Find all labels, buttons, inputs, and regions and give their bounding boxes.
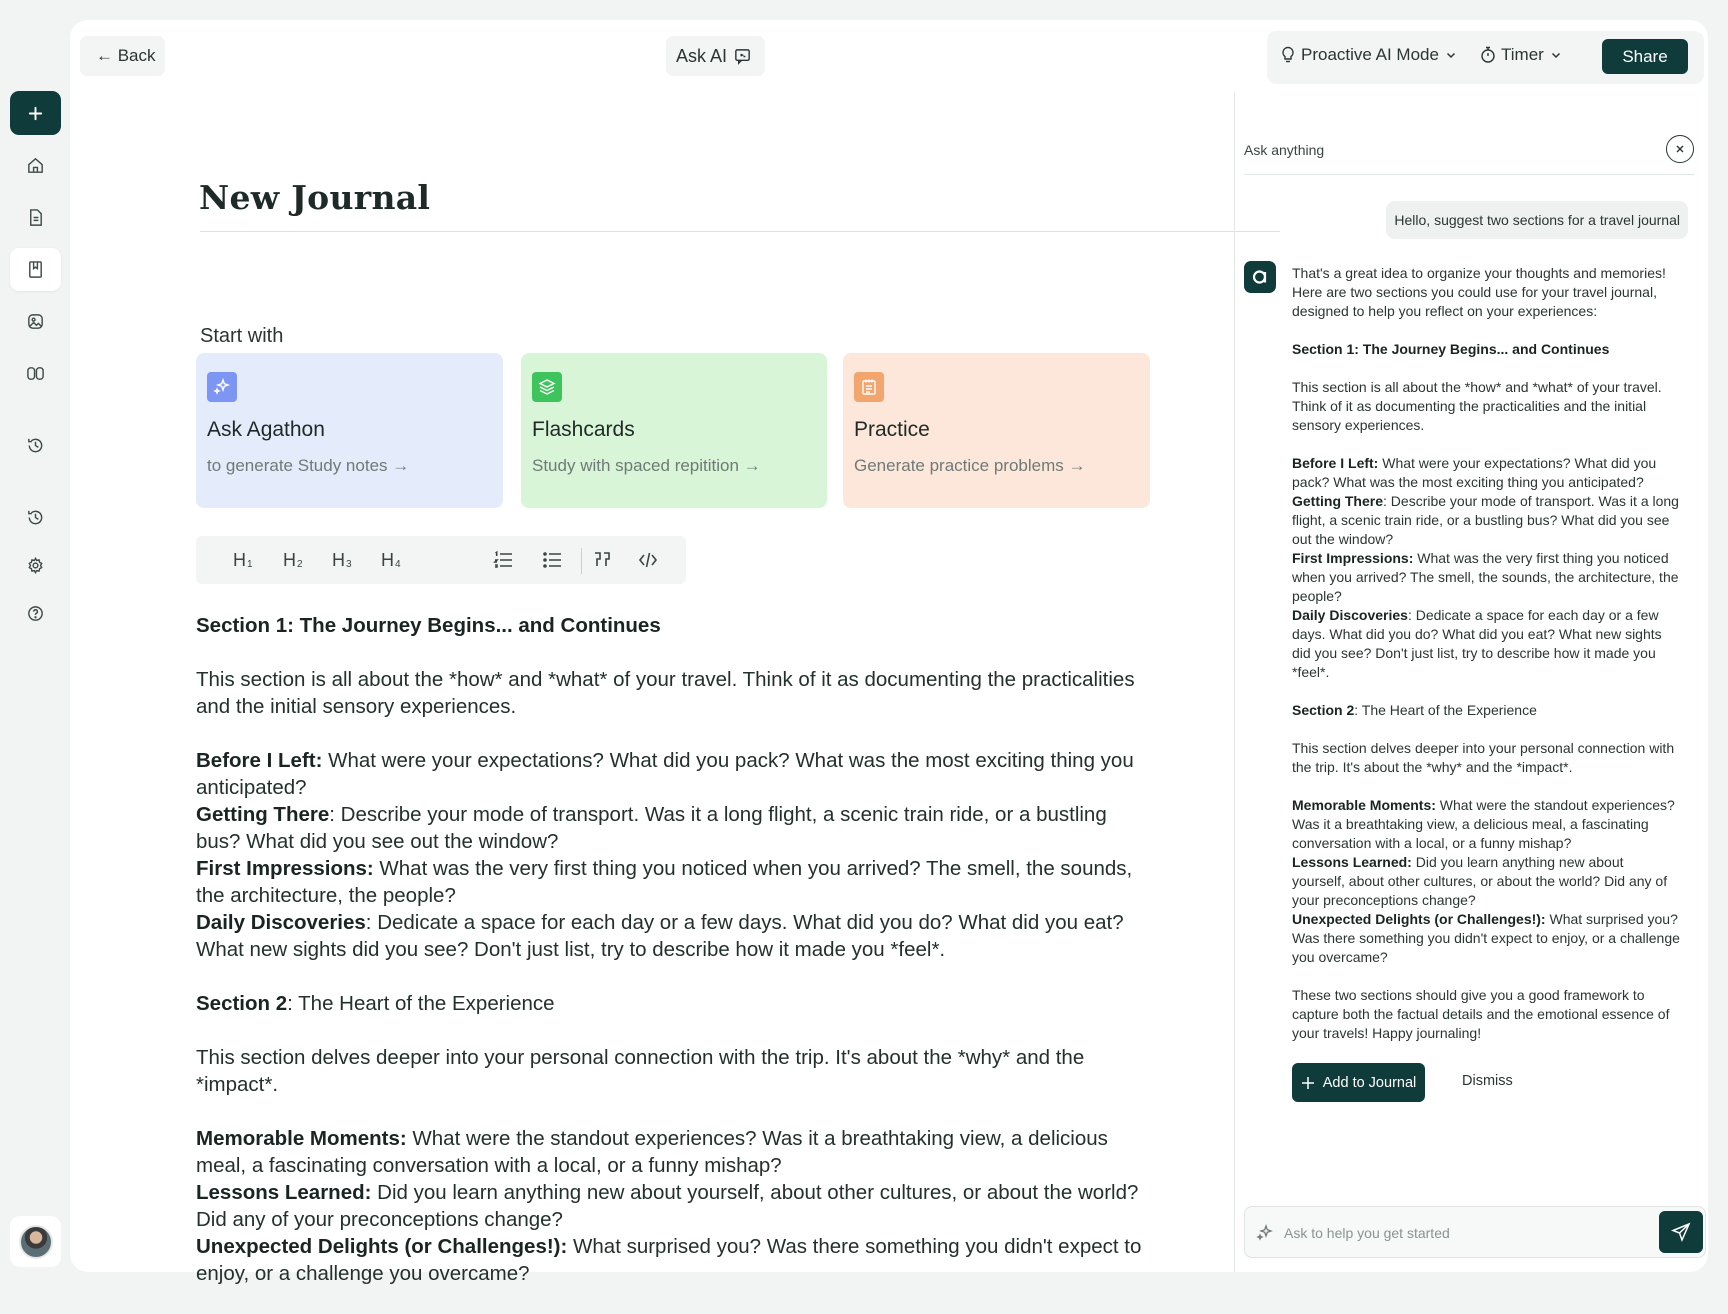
proactive-ai-mode-dropdown[interactable]: [1280, 45, 1458, 65]
timer-label: Timer: [1501, 45, 1544, 64]
journal-nav-button[interactable]: [10, 248, 61, 291]
lightbulb-icon: [1280, 46, 1296, 64]
help-icon: [26, 604, 45, 623]
template-title: Flashcards: [532, 418, 635, 441]
dismiss-button[interactable]: Dismiss: [1462, 1073, 1513, 1089]
start-with-label: Start with: [200, 325, 284, 347]
bullet-list-button[interactable]: [542, 549, 564, 571]
notepad-icon: [854, 372, 884, 402]
template-subtitle: Generate practice problems →: [854, 456, 1086, 475]
journal-document[interactable]: [196, 612, 1156, 1314]
gear-icon: [26, 556, 45, 575]
chat-input-box: [1244, 1206, 1706, 1258]
code-icon: [637, 549, 659, 571]
doc-list-block: Memorable Moments: What were the standout experiences? Was it a breathtaking view, a delicious meal, a fascinating conversation with a local, or a funny mishap? Lessons Learned: Did you learn anything new about yourself, about other cultures, or about the world? Did any of your preconceptions change? Unexpected Delights (or Challenges!): What surprised you? Was there something you didn't expect to enjoy, or a challenge you overcame?: [196, 1127, 1142, 1285]
heading-2-button[interactable]: H $_2$: [283, 550, 303, 570]
panel-divider: [1234, 92, 1235, 1272]
ask-ai-label: Ask AI: [676, 45, 728, 66]
new-button[interactable]: [10, 91, 61, 135]
add-to-journal-button[interactable]: [1292, 1063, 1425, 1102]
quote-button[interactable]: [591, 549, 613, 571]
heading-3-button[interactable]: H $_3$: [332, 550, 352, 570]
plus-icon: [26, 104, 45, 123]
chat-input[interactable]: [1284, 1221, 1644, 1245]
doc-list-block: Before I Left: What were your expectations? What did you pack? What was the most exciting thing you anticipated? Getting There: Describe your mode of transport. Was it a long flight, a scenic train ride, or a bustling bus? What did you see out the window? First Impressions: What was the very first thing you noticed when you arrived? The smell, the sounds, the architecture, the people? Daily Discoveries: Dedicate a space for each day or a few days. What did you do? What did you eat? What new sights did you see? Don't just list, try to describe how it made you *feel*.: [196, 749, 1134, 961]
doc-section-heading: Section 1: The Journey Begins... and Continues: [196, 614, 661, 637]
template-ask-agathon[interactable]: [196, 353, 503, 508]
flashcards-nav-button[interactable]: [10, 352, 61, 395]
quote-icon: [591, 549, 613, 571]
chat-bubble-icon: [733, 47, 752, 66]
ordered-list-button[interactable]: [493, 549, 515, 571]
user-message: Hello, suggest two sections for a travel journal: [1386, 201, 1688, 239]
layers-icon: [532, 372, 562, 402]
documents-nav-button[interactable]: [10, 196, 61, 239]
history-icon: [26, 508, 45, 527]
history-nav-button[interactable]: [10, 496, 61, 539]
plus-icon: [1301, 1076, 1315, 1090]
title-divider: [200, 231, 1280, 232]
help-nav-button[interactable]: [10, 592, 61, 635]
journal-title[interactable]: New Journal: [199, 178, 431, 217]
template-title: Ask Agathon: [207, 418, 325, 441]
send-button[interactable]: [1659, 1211, 1703, 1253]
main-card: [70, 20, 1708, 1285]
sparkle-icon: [1255, 1223, 1275, 1243]
clock-icon: [26, 436, 45, 455]
back-button[interactable]: ← Back: [80, 36, 165, 76]
ask-ai-button[interactable]: [666, 36, 765, 76]
close-icon: [1674, 143, 1686, 155]
journal-icon: [26, 260, 45, 279]
timer-dropdown[interactable]: [1480, 45, 1563, 65]
doc-paragraph: This section is all about the *how* and *what* of your travel. Think of it as documenting the practicalities and the initial sensory experiences.: [196, 668, 1135, 718]
template-practice[interactable]: [843, 353, 1150, 508]
ordered-list-icon: [493, 549, 515, 571]
assistant-message: That's a great idea to organize your thoughts and memories! Here are two sections you could use for your travel journal, designed to help you reflect on your experiences: Section 1: The Journey Begins... and Continues This section is all about the *how* and *what* of your travel. Think of it as documenting the practicalities and the initial sensory experiences. Before I Left: What were your expectations? What did you pack? What was the most exciting thing you anticipated? Getting There: Describe your mode of transport. Was it a long flight, a scenic train ride, or a bustling bus? What did you see out the window? First Impressions: What was the very first thing you noticed when you arrived? The smell, the sounds, the architecture, the people? Daily Discoveries: Dedicate a space for each day or a few days. What did you do? What did you eat? What new sights did you see? Don't just list, try to describe how it made you *feel*. Section 2: The Heart of the Experience This section delves deeper into your personal connection with the trip. It's about the *why* and the *impact*. Memorable Moments: What were the standout experiences? Was it a breathtaking view, a delicious meal, a fascinating conversation with a local, or a funny mishap? Lessons Learned: Did you learn anything new about yourself, about other cultures, or about the world? Did any of your preconceptions change? Unexpected Delights (or Challenges!): What surprised you? Was there something you didn't expect to enjoy, or a challenge you overcame? These two sections should give you a good framework to capture both the factual details and the emotional essence of your travels! Happy journaling!: [1292, 265, 1680, 1041]
formatting-toolbar: [196, 536, 686, 584]
chat-header-label: Ask anything: [1244, 142, 1325, 158]
document-icon: [26, 208, 45, 227]
toolbar-divider: [581, 548, 582, 574]
gallery-nav-button[interactable]: [10, 300, 61, 343]
send-icon: [1671, 1222, 1691, 1242]
sparkle-icon: [207, 372, 237, 402]
image-icon: [26, 312, 45, 331]
home-icon: [26, 156, 45, 175]
doc-section-heading-2: Section 2: The Heart of the Experience: [196, 992, 555, 1015]
template-subtitle: Study with spaced repitition →: [532, 456, 761, 475]
heading-4-button[interactable]: H $_4$: [381, 550, 401, 570]
home-nav-button[interactable]: [10, 144, 61, 187]
add-to-journal-label: Add to Journal: [1322, 1074, 1417, 1091]
stopwatch-icon: [1480, 46, 1496, 64]
proactive-ai-mode-label: Proactive AI Mode: [1301, 45, 1439, 64]
recent-nav-button[interactable]: [10, 424, 61, 467]
template-flashcards[interactable]: [521, 353, 827, 508]
chevron-down-icon: [1444, 48, 1458, 62]
avatar-photo: [19, 1225, 53, 1259]
heading-1-button[interactable]: H $_1$: [233, 550, 253, 570]
template-subtitle: to generate Study notes →: [207, 456, 410, 475]
cards-icon: [26, 364, 45, 383]
settings-nav-button[interactable]: [10, 544, 61, 587]
code-button[interactable]: [637, 549, 659, 571]
template-title: Practice: [854, 418, 930, 441]
agathon-logo-icon: [1244, 261, 1276, 293]
share-button[interactable]: Share: [1602, 39, 1688, 74]
chat-header: [1244, 121, 1694, 175]
chevron-down-icon: [1549, 48, 1563, 62]
doc-paragraph: This section delves deeper into your personal connection with the trip. It's about the *why* and the *impact*.: [196, 1046, 1085, 1096]
user-avatar[interactable]: [10, 1216, 61, 1267]
left-rail: [0, 0, 70, 1292]
bullet-list-icon: [542, 549, 564, 571]
close-chat-button[interactable]: [1666, 135, 1694, 163]
